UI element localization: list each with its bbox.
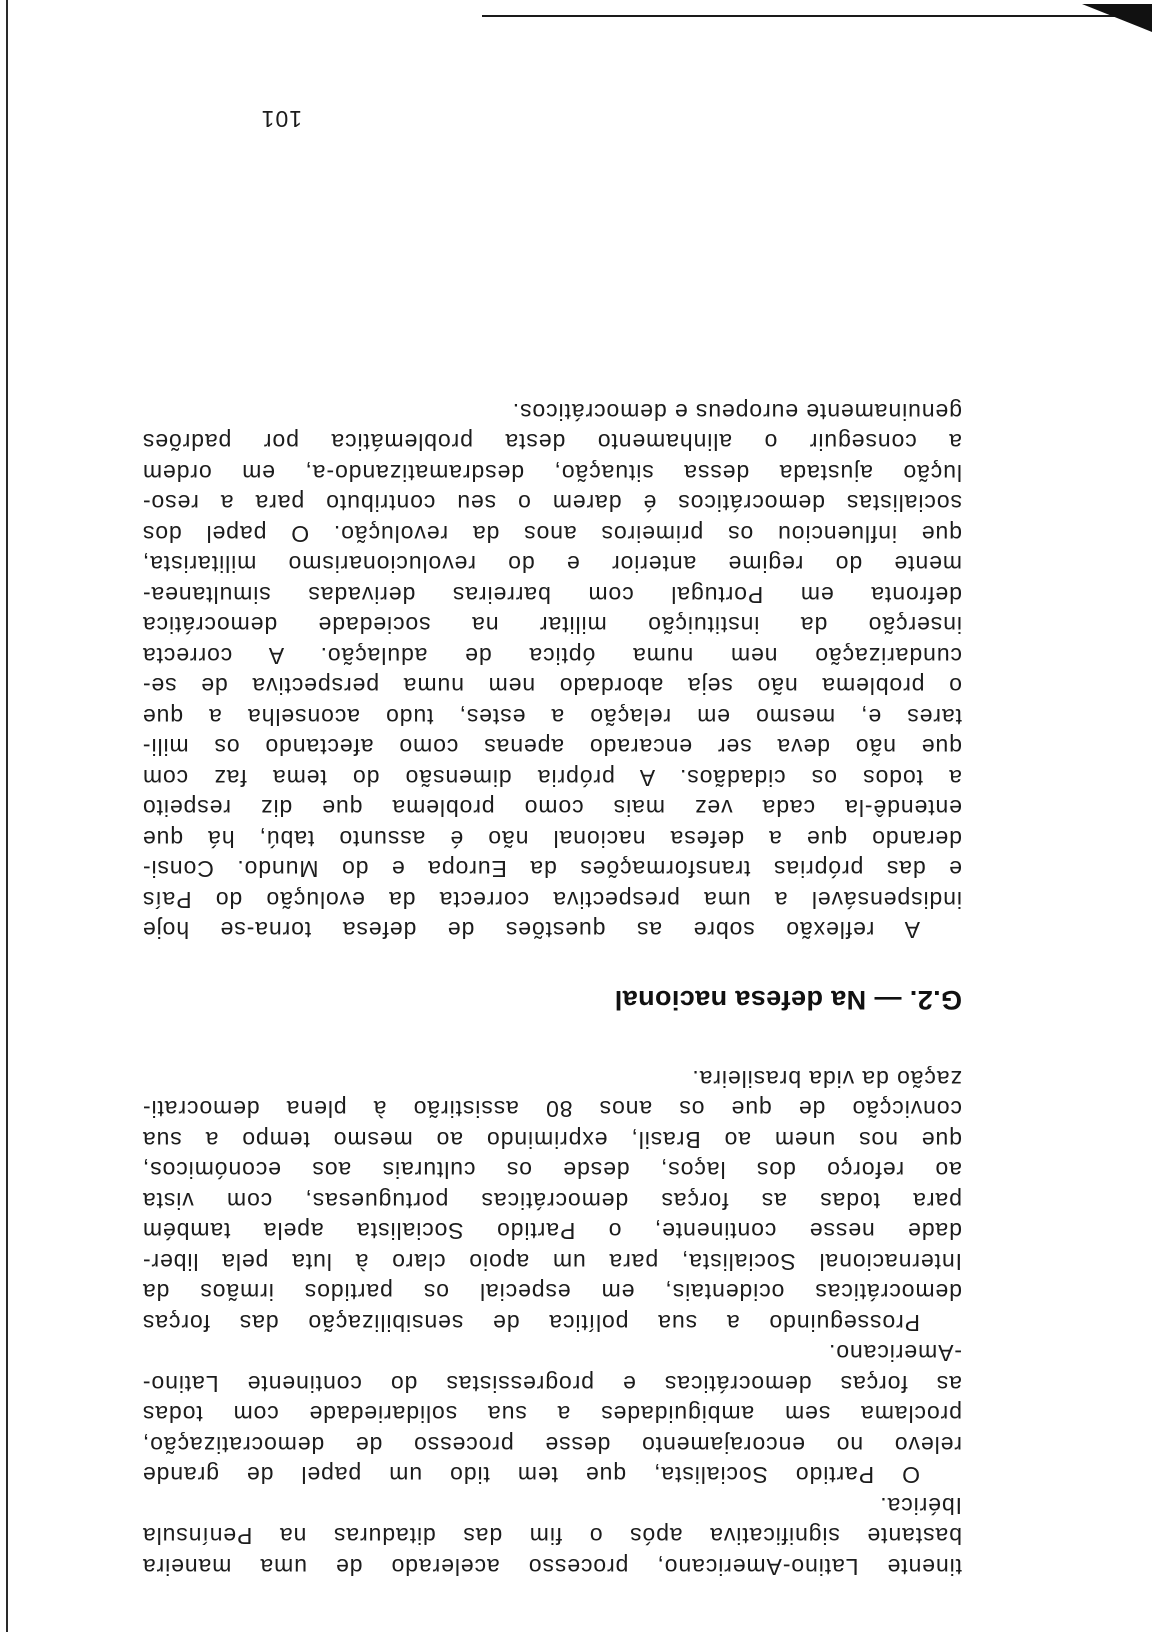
- text-line: as forças democráticas e progressistas do continente Latino-: [142, 1371, 962, 1397]
- text-line: ao reforço dos laços, desde os culturais aos económicos,: [142, 1157, 962, 1184]
- text-line: mente do regime anterior e do revolucionarismo militarista,: [142, 551, 962, 578]
- text-line: inserção da instituição militar na sociedade democrática: [142, 612, 962, 639]
- text-line: derando que a defesa nacional não é assunto tabú, há que: [142, 826, 962, 852]
- text-line: cundarização nem numa óptica de adulação. A correcta: [142, 643, 962, 669]
- text-line: e das próprias transformações da Europa e do Mundo. Consi-: [142, 856, 962, 883]
- page-number: 101: [260, 106, 302, 132]
- text-line: o problema não seja abordado nem numa perspectiva de se-: [142, 673, 962, 700]
- text-line: socialistas democráticos é darem o seu contributo para a reso-: [142, 490, 962, 517]
- text-line: para todas as forças democráticas portuguesas, com vista: [142, 1188, 962, 1214]
- text-line: proclama sem ambiguidades a sua solidariedade com todas: [142, 1401, 962, 1428]
- text-line: a todos os cidadãos. A própria dimensão do tema faz com: [142, 765, 962, 791]
- scan-edge-line: [482, 15, 1142, 17]
- text-line: Ibérica.: [879, 1493, 962, 1519]
- paragraph: [142, 1338, 962, 1491]
- paragraph: [142, 1064, 962, 1339]
- text-line: -Americano.: [828, 1340, 962, 1367]
- text-line: que influenciou os primeiros anos da revolução. O papel dos: [142, 521, 962, 547]
- text-line: convicção de que os anos 80 assistirão à plena democrati-: [142, 1096, 962, 1123]
- text-line: genuinamente europeus e democráticos.: [511, 399, 962, 425]
- text-line: dade nesse continente, o Partido Socialista apela também: [142, 1218, 962, 1245]
- text-line: que não deva ser encarado apenas como afectando os mili-: [142, 734, 962, 761]
- text-line: que nos unem ao Brasil, exprimindo ao mesmo tempo a sua: [142, 1127, 962, 1153]
- text-line: a conseguir o alinhamento desta problemática por padrões: [142, 429, 962, 456]
- text-line: democráticas ocidentais, em especial os partidos irmãos da: [142, 1279, 962, 1306]
- scan-shadow: [1082, 4, 1152, 32]
- text-line: tinente Latino-Americano, processo acelerado de uma maneira: [142, 1554, 962, 1580]
- text-line: defronta em Portugal com barreiras derivadas simultanea-: [142, 582, 962, 608]
- paragraph: [142, 397, 962, 946]
- text-line: tares e, mesmo em relação a estes, tudo aconselha a que: [142, 704, 962, 730]
- section-heading: G.2. — Na defesa nacional: [614, 985, 962, 1016]
- body-text: [142, 397, 962, 1583]
- text-line: entendê-la cada vez mais como problema que diz respeito: [142, 795, 962, 822]
- text-line: indispensável a uma prespectiva correcta da evolução do País: [142, 887, 962, 913]
- text-line: Internacional Socialista, para um apoio claro à luta pela liber-: [142, 1249, 962, 1275]
- text-line: O Partido Socialista, que tem tido um papel de grande: [142, 1462, 920, 1489]
- text-line: zação da vida brasileira.: [691, 1066, 962, 1092]
- scan-edge-line: [6, 0, 8, 1632]
- text-line: relevo no encorajamento desse processo de democratização,: [142, 1432, 962, 1458]
- text-line: lução ajustada dessa situação, desdramatizando-a, em ordem: [142, 460, 962, 486]
- text-line: A reflexão sobre as questões de defesa torna-se hoje: [142, 917, 920, 944]
- paragraph: [142, 1491, 962, 1583]
- text-line: bastante significativa após o fim das ditaduras na Península: [142, 1523, 962, 1550]
- text-line: Prosseguindo a sua política de sensibilização das forças: [142, 1310, 920, 1336]
